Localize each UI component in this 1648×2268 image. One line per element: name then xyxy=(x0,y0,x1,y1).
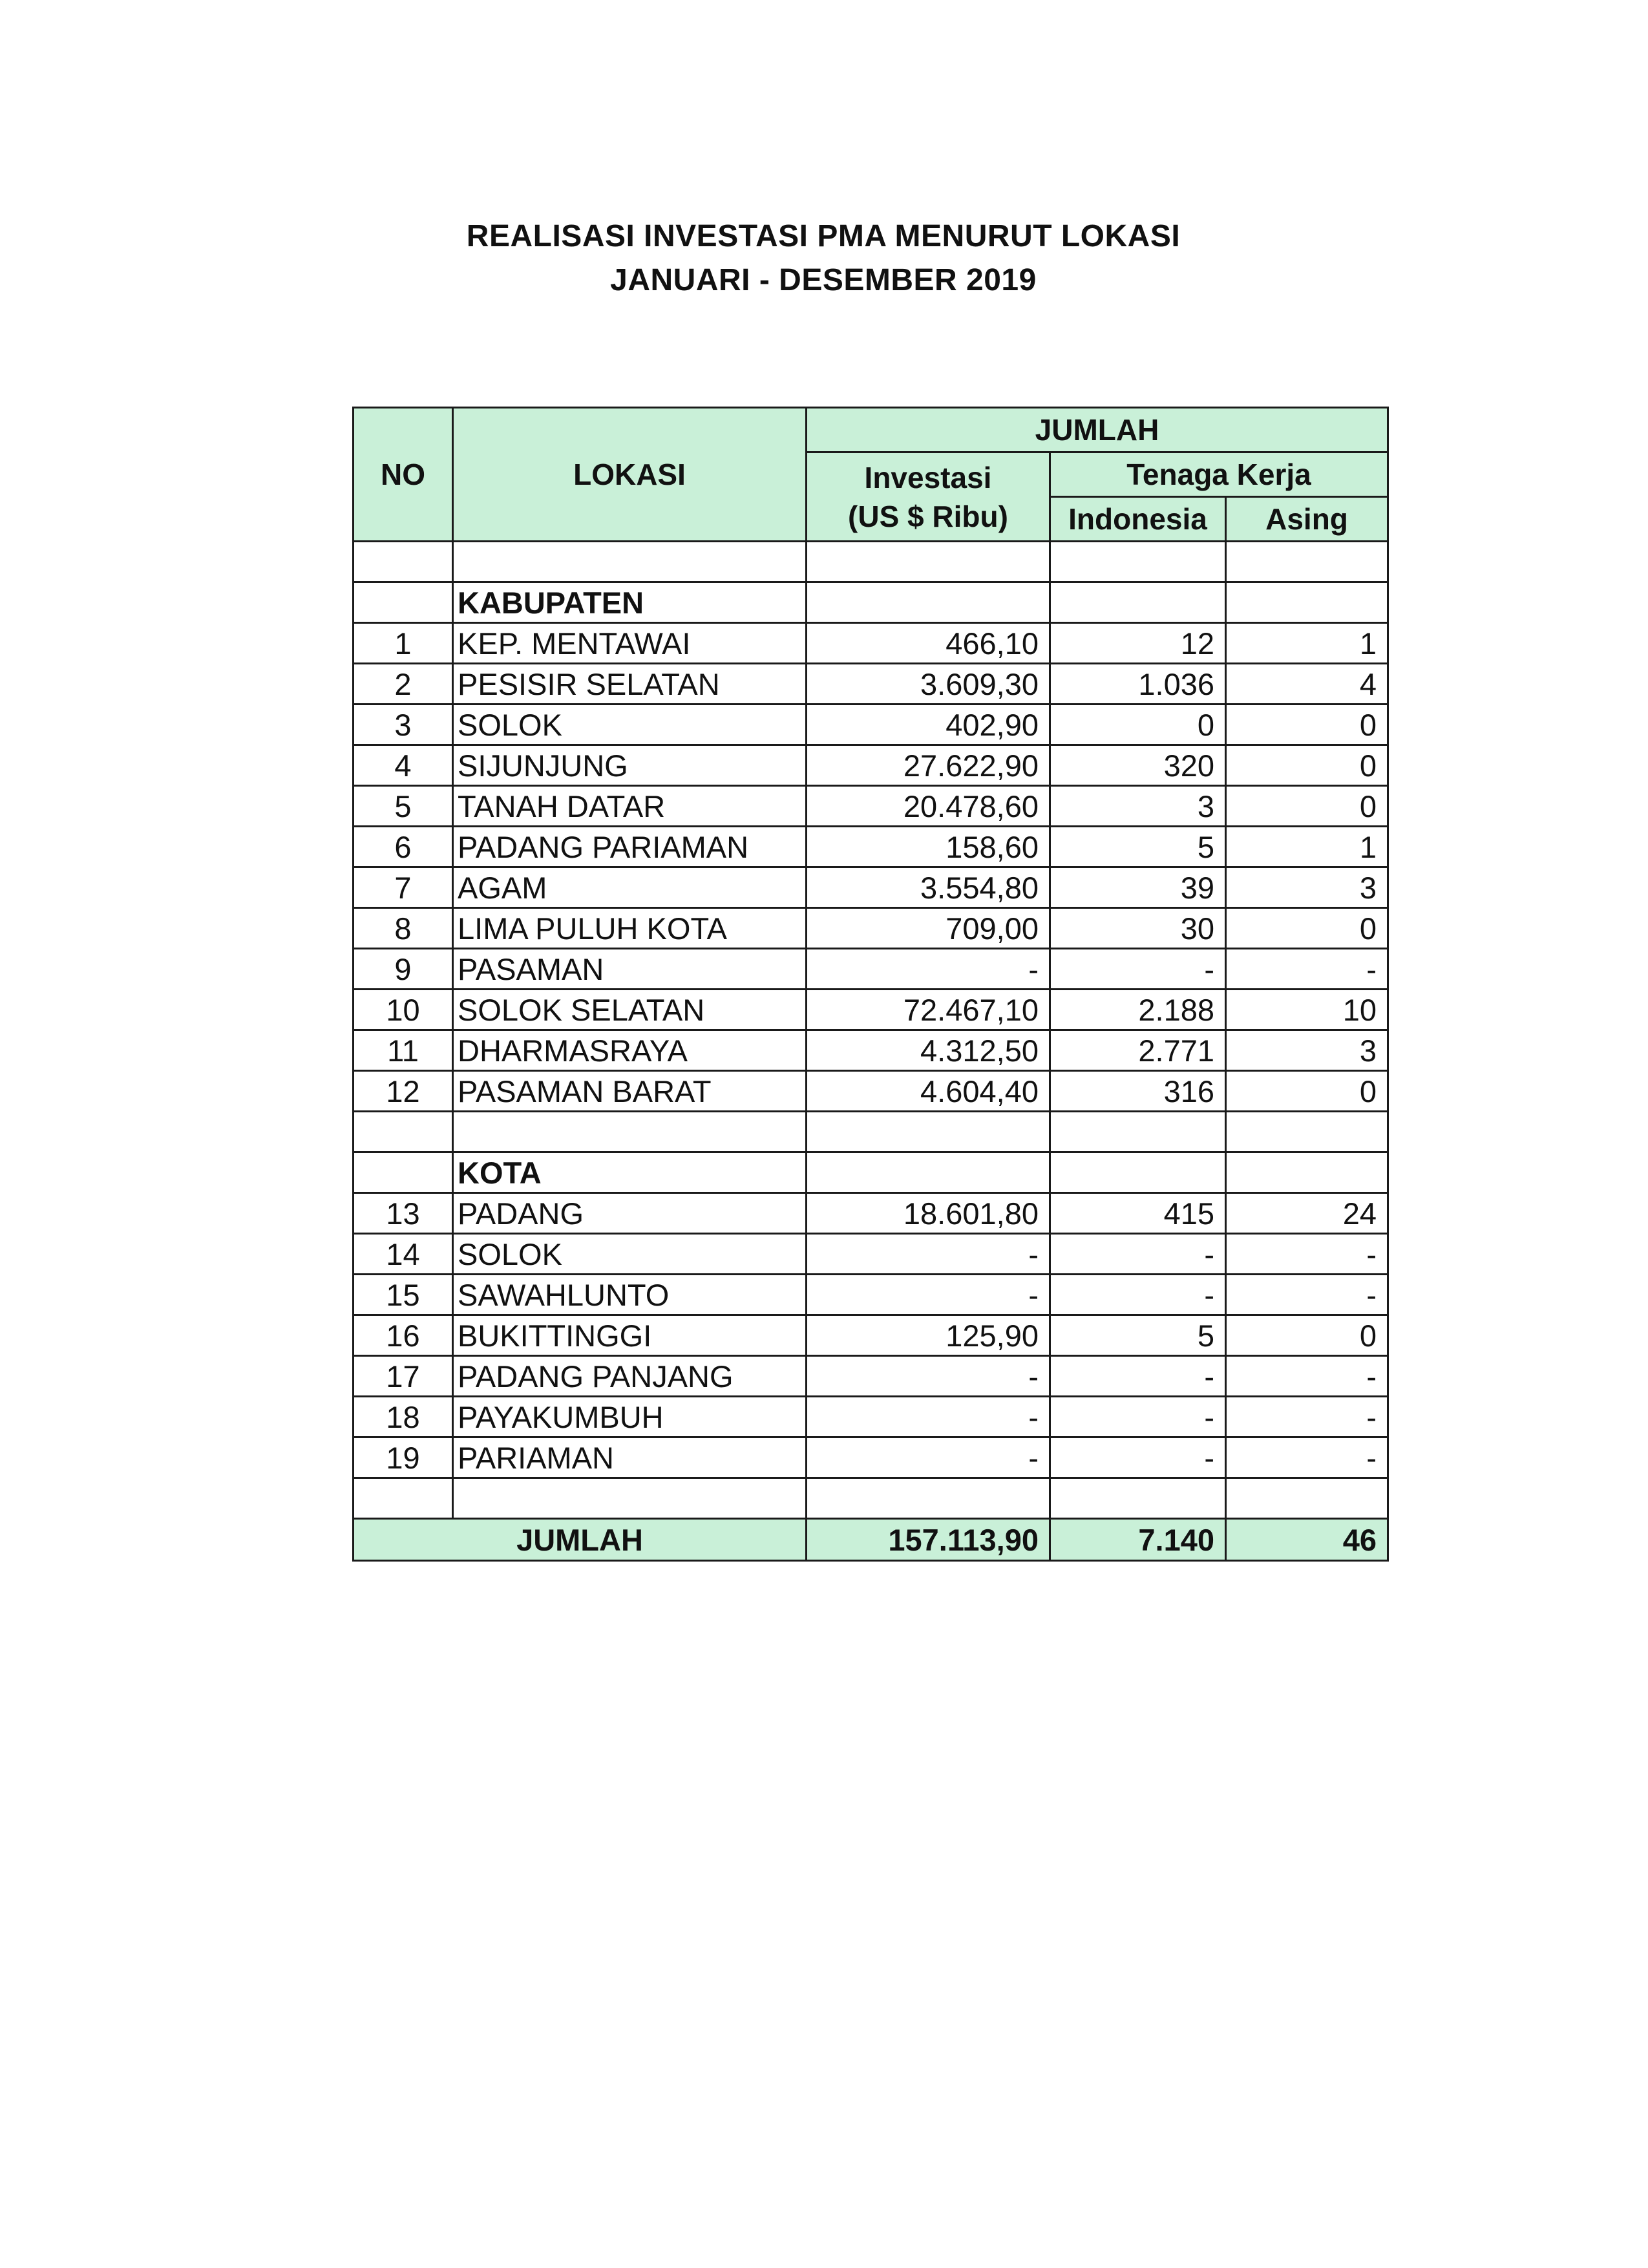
table-row xyxy=(354,1275,1388,1315)
cell-asing: 3 xyxy=(1226,1030,1388,1071)
cell-lokasi: AGAM xyxy=(453,867,807,908)
cell-asing: 4 xyxy=(1226,664,1388,705)
cell-indonesia: - xyxy=(1050,1234,1226,1275)
table-row xyxy=(354,1193,1388,1234)
cell-no: 14 xyxy=(354,1234,453,1275)
table-row xyxy=(354,786,1388,827)
cell-indonesia: 5 xyxy=(1050,827,1226,867)
table-row xyxy=(354,1437,1388,1478)
cell-investasi: - xyxy=(807,1234,1050,1275)
section-row-kota xyxy=(354,1152,1388,1193)
cell-lokasi: SOLOK xyxy=(453,1234,807,1275)
cell-lokasi: KEP. MENTAWAI xyxy=(453,623,807,664)
cell-asing: 3 xyxy=(1226,867,1388,908)
cell-indonesia: - xyxy=(1050,1275,1226,1315)
header-jumlah: JUMLAH xyxy=(807,408,1388,452)
table-row xyxy=(354,1234,1388,1275)
cell-asing: 10 xyxy=(1226,990,1388,1030)
cell-lokasi: PESISIR SELATAN xyxy=(453,664,807,705)
cell-investasi: 125,90 xyxy=(807,1315,1050,1356)
cell-indonesia: 320 xyxy=(1050,745,1226,786)
cell-no: 5 xyxy=(354,786,453,827)
cell-asing: - xyxy=(1226,1234,1388,1275)
table-row xyxy=(354,705,1388,745)
header-lokasi: LOKASI xyxy=(453,408,807,542)
cell-no: 19 xyxy=(354,1437,453,1478)
cell-investasi: 158,60 xyxy=(807,827,1050,867)
table-body xyxy=(354,542,1388,1112)
cell-asing: 0 xyxy=(1226,1071,1388,1112)
cell-indonesia: 415 xyxy=(1050,1193,1226,1234)
cell-no: 16 xyxy=(354,1315,453,1356)
cell-lokasi: SIJUNJUNG xyxy=(453,745,807,786)
cell-lokasi: TANAH DATAR xyxy=(453,786,807,827)
cell-lokasi: PAYAKUMBUH xyxy=(453,1397,807,1437)
spacer-row xyxy=(354,1478,1388,1519)
table-row xyxy=(354,664,1388,705)
table-row xyxy=(354,827,1388,867)
cell-no: 4 xyxy=(354,745,453,786)
table-row xyxy=(354,1071,1388,1112)
cell-lokasi: BUKITTINGGI xyxy=(453,1315,807,1356)
cell-lokasi: PASAMAN BARAT xyxy=(453,1071,807,1112)
cell-investasi: 18.601,80 xyxy=(807,1193,1050,1234)
cell-no: 8 xyxy=(354,908,453,949)
cell-no: 6 xyxy=(354,827,453,867)
table-row xyxy=(354,623,1388,664)
cell-no: 11 xyxy=(354,1030,453,1071)
table-row xyxy=(354,1030,1388,1071)
cell-investasi: 709,00 xyxy=(807,908,1050,949)
cell-asing: - xyxy=(1226,1437,1388,1478)
header-indonesia: Indonesia xyxy=(1050,497,1226,542)
cell-indonesia: 39 xyxy=(1050,867,1226,908)
cell-investasi: 466,10 xyxy=(807,623,1050,664)
cell-asing: 0 xyxy=(1226,786,1388,827)
total-row xyxy=(354,1519,1388,1561)
cell-asing: 0 xyxy=(1226,908,1388,949)
cell-asing: 24 xyxy=(1226,1193,1388,1234)
cell-investasi: - xyxy=(807,1397,1050,1437)
cell-indonesia: - xyxy=(1050,1356,1226,1397)
table-row xyxy=(354,908,1388,949)
cell-lokasi: SAWAHLUNTO xyxy=(453,1275,807,1315)
cell-no: 7 xyxy=(354,867,453,908)
table-row xyxy=(354,867,1388,908)
cell-lokasi: SOLOK xyxy=(453,705,807,745)
total-label: JUMLAH xyxy=(354,1519,807,1561)
cell-investasi: 20.478,60 xyxy=(807,786,1050,827)
cell-no: 2 xyxy=(354,664,453,705)
cell-indonesia: 316 xyxy=(1050,1071,1226,1112)
header-investasi xyxy=(807,452,1050,542)
cell-lokasi: LIMA PULUH KOTA xyxy=(453,908,807,949)
table-row xyxy=(354,1356,1388,1397)
table-body-kota xyxy=(354,1112,1388,1478)
cell-asing: 1 xyxy=(1226,827,1388,867)
cell-indonesia: 2.771 xyxy=(1050,1030,1226,1071)
document-title xyxy=(0,215,1648,302)
header-investasi-line1: Investasi xyxy=(864,460,992,494)
title-line-1: REALISASI INVESTASI PMA MENURUT LOKASI xyxy=(466,219,1181,253)
cell-no: 1 xyxy=(354,623,453,664)
total-indonesia: 7.140 xyxy=(1050,1519,1226,1561)
cell-indonesia: - xyxy=(1050,1397,1226,1437)
cell-asing: 0 xyxy=(1226,705,1388,745)
cell-indonesia: - xyxy=(1050,1437,1226,1478)
cell-no: 12 xyxy=(354,1071,453,1112)
cell-investasi: 4.312,50 xyxy=(807,1030,1050,1071)
section-row-kabupaten xyxy=(354,582,1388,623)
header-asing: Asing xyxy=(1226,497,1388,542)
cell-indonesia: - xyxy=(1050,949,1226,990)
table-row xyxy=(354,949,1388,990)
spacer-row xyxy=(354,1112,1388,1152)
cell-no: 3 xyxy=(354,705,453,745)
cell-lokasi: PADANG PARIAMAN xyxy=(453,827,807,867)
header-tenaga-kerja: Tenaga Kerja xyxy=(1050,452,1388,497)
investment-table xyxy=(352,407,1389,1562)
cell-investasi: 3.609,30 xyxy=(807,664,1050,705)
cell-no: 13 xyxy=(354,1193,453,1234)
cell-asing: - xyxy=(1226,1356,1388,1397)
section-label-kota: KOTA xyxy=(453,1152,807,1193)
cell-lokasi: PARIAMAN xyxy=(453,1437,807,1478)
cell-investasi: 402,90 xyxy=(807,705,1050,745)
cell-indonesia: 1.036 xyxy=(1050,664,1226,705)
cell-indonesia: 2.188 xyxy=(1050,990,1226,1030)
total-asing: 46 xyxy=(1226,1519,1388,1561)
cell-asing: - xyxy=(1226,1275,1388,1315)
cell-asing: - xyxy=(1226,949,1388,990)
table-row xyxy=(354,745,1388,786)
cell-no: 18 xyxy=(354,1397,453,1437)
cell-asing: 0 xyxy=(1226,1315,1388,1356)
cell-lokasi: PADANG PANJANG xyxy=(453,1356,807,1397)
cell-indonesia: 5 xyxy=(1050,1315,1226,1356)
table-row xyxy=(354,1315,1388,1356)
table-body-end xyxy=(354,1478,1388,1561)
cell-asing: 0 xyxy=(1226,745,1388,786)
cell-indonesia: 3 xyxy=(1050,786,1226,827)
cell-asing: 1 xyxy=(1226,623,1388,664)
cell-investasi: 3.554,80 xyxy=(807,867,1050,908)
spacer-row xyxy=(354,542,1388,582)
table-row xyxy=(354,1397,1388,1437)
cell-lokasi: PASAMAN xyxy=(453,949,807,990)
cell-investasi: - xyxy=(807,949,1050,990)
cell-investasi: - xyxy=(807,1356,1050,1397)
cell-indonesia: 12 xyxy=(1050,623,1226,664)
cell-indonesia: 0 xyxy=(1050,705,1226,745)
cell-lokasi: PADANG xyxy=(453,1193,807,1234)
cell-investasi: 27.622,90 xyxy=(807,745,1050,786)
table-row xyxy=(354,990,1388,1030)
cell-investasi: - xyxy=(807,1437,1050,1478)
header-no: NO xyxy=(354,408,453,542)
cell-investasi: 72.467,10 xyxy=(807,990,1050,1030)
cell-investasi: - xyxy=(807,1275,1050,1315)
cell-lokasi: DHARMASRAYA xyxy=(453,1030,807,1071)
cell-investasi: 4.604,40 xyxy=(807,1071,1050,1112)
cell-no: 9 xyxy=(354,949,453,990)
total-investasi: 157.113,90 xyxy=(807,1519,1050,1561)
cell-no: 15 xyxy=(354,1275,453,1315)
section-label-kabupaten: KABUPATEN xyxy=(453,582,807,623)
cell-lokasi: SOLOK SELATAN xyxy=(453,990,807,1030)
header-investasi-line2: (US $ Ribu) xyxy=(848,499,1008,533)
cell-asing: - xyxy=(1226,1397,1388,1437)
title-line-2: JANUARI - DESEMBER 2019 xyxy=(610,263,1037,297)
cell-indonesia: 30 xyxy=(1050,908,1226,949)
cell-no: 10 xyxy=(354,990,453,1030)
cell-no: 17 xyxy=(354,1356,453,1397)
